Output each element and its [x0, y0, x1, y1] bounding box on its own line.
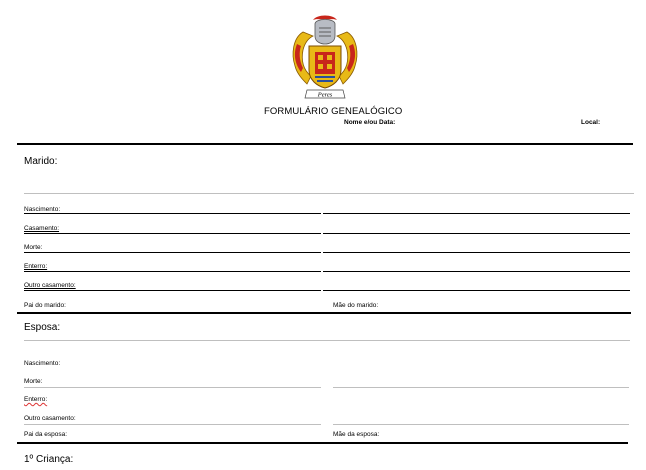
husband-marriage-label: Casamento:	[24, 225, 60, 232]
husband-father-label: Pai do marido:	[24, 302, 66, 309]
place-label: Local:	[581, 119, 601, 126]
form-title: FORMULÁRIO GENEALÓGICO	[264, 106, 403, 117]
wife-birth-label: Nascimento:	[24, 360, 61, 367]
husband-birth-date-line[interactable]	[24, 213, 321, 214]
husband-death-label: Morte:	[24, 244, 43, 251]
husband-death-place-line[interactable]	[323, 252, 630, 253]
husband-other-marriage-place-line[interactable]	[323, 290, 630, 291]
wife-death-place-line[interactable]	[333, 387, 629, 388]
husband-section-divider	[17, 312, 631, 314]
header-divider	[17, 143, 633, 145]
husband-burial-place-line[interactable]	[323, 271, 630, 272]
wife-other-marriage-place-line[interactable]	[333, 424, 629, 425]
wife-death-label: Morte:	[24, 378, 43, 385]
wife-name-line[interactable]	[24, 340, 630, 341]
husband-burial-date-line[interactable]	[24, 271, 321, 272]
husband-heading: Marido:	[24, 156, 58, 167]
wife-burial-label: Enterro:	[24, 396, 48, 403]
wife-heading: Esposa:	[24, 322, 61, 333]
husband-birth-label: Nascimento:	[24, 206, 61, 213]
wife-other-marriage-date-line[interactable]	[24, 424, 321, 425]
husband-birth-place-line[interactable]	[323, 213, 630, 214]
name-date-label: Nome e/ou Data:	[344, 119, 396, 126]
wife-death-date-line[interactable]	[24, 387, 321, 388]
husband-name-line[interactable]	[24, 193, 634, 194]
husband-other-marriage-label: Outro casamento:	[24, 282, 76, 289]
husband-marriage-place-line[interactable]	[323, 233, 630, 234]
wife-other-marriage-label: Outro casamento:	[24, 415, 76, 422]
husband-mother-label: Mãe do marido:	[333, 302, 379, 309]
husband-burial-label: Enterro:	[24, 263, 48, 270]
crest-name-label: Peres	[317, 91, 333, 99]
wife-father-label: Pai da esposa:	[24, 431, 68, 438]
wife-mother-label: Mãe da esposa:	[333, 431, 380, 438]
husband-death-date-line[interactable]	[24, 252, 321, 253]
coat-of-arms-logo	[289, 14, 361, 102]
husband-marriage-date-line[interactable]	[24, 233, 321, 234]
wife-section-divider	[17, 442, 628, 444]
child-heading: 1º Criança:	[24, 454, 74, 465]
husband-other-marriage-date-line[interactable]	[24, 290, 321, 291]
